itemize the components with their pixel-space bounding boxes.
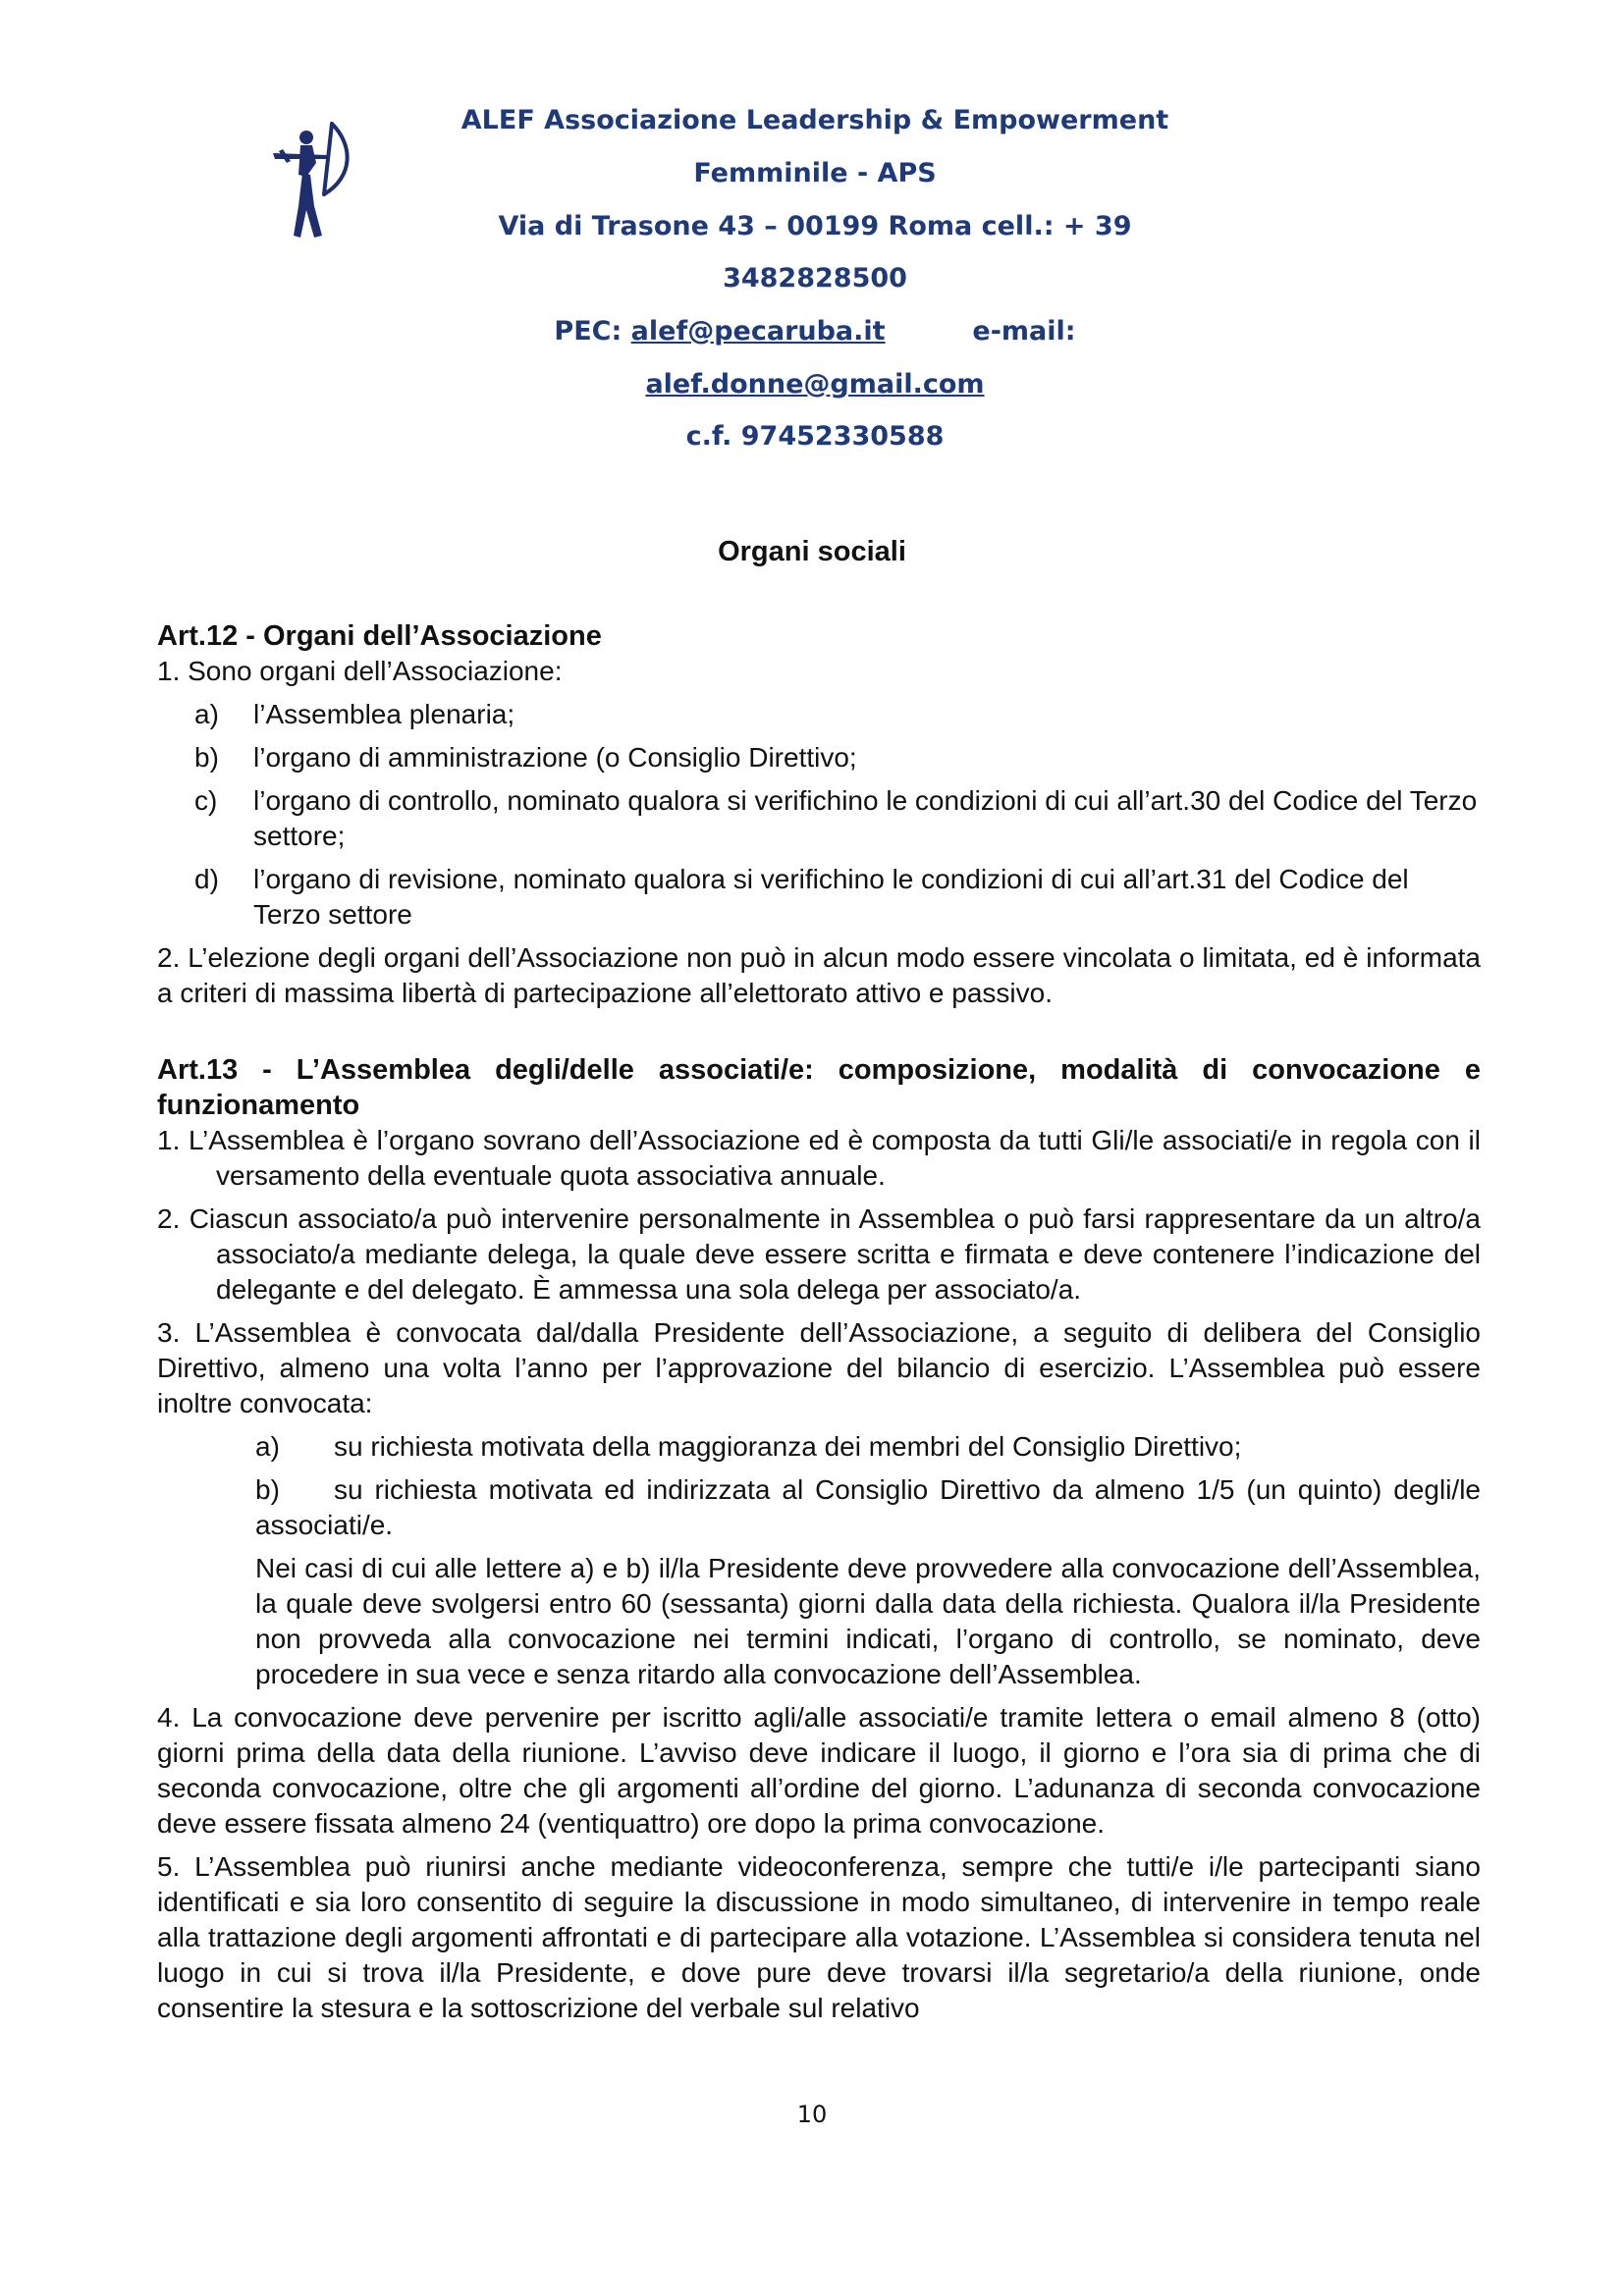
art13-list-item — [157, 1472, 1481, 1543]
list-label: b) — [194, 742, 219, 773]
page-number: 10 — [796, 2101, 828, 2128]
letterhead-phone: 3482828500 — [723, 263, 907, 294]
letterhead-email — [324, 368, 1306, 401]
art12-paragraph-1: 1. Sono organi dell’Associazione: — [157, 656, 563, 686]
list-text: su richiesta motivata ed indirizzata al Consiglio Direttivo da almeno 1/5 (un quinto) degli/le associati/e. — [255, 1474, 1481, 1540]
section-title: Organi sociali — [718, 536, 906, 567]
art12-list-item — [157, 697, 1481, 732]
art12-heading: Art.12 - Organi dell’Associazione — [157, 620, 602, 652]
list-text: l’Assemblea plenaria; — [253, 699, 515, 729]
letterhead-contacts — [324, 315, 1306, 348]
art12-list-item — [157, 783, 1481, 854]
letterhead-name: ALEF Associazione Leadership & Empowerment — [460, 105, 1169, 135]
art13-paragraph-4: 4. La convocazione deve pervenire per iscritto agli/alle associati/e tramite lettera o email almeno 8 (otto) giorni prima della data della riunione. L’avviso deve indicare il luogo, il giorno e l’ora sia di prima che di seconda convocazione, oltre che gli argomenti all’ordine del giorno. L’adunanza di seconda convocazione deve essere fissata almeno 24 (ventiquattro) ore dopo la prima convocazione. — [157, 1702, 1481, 1839]
list-label: d) — [194, 864, 219, 894]
art13-paragraph-1: 1. L’Assemblea è l’organo sovrano dell’Associazione ed è composta da tutti Gli/le associati/e in regola con il versamento della eventuale quota associativa annuale. — [157, 1125, 1481, 1191]
list-text: l’organo di controllo, nominato qualora si verifichino le condizioni di cui all’art.30 del Codice del Terzo settore; — [253, 785, 1478, 851]
art12-list-item — [157, 862, 1481, 933]
art13-paragraph-3: 3. L’Assemblea è convocata dal/dalla Presidente dell’Associazione, a seguito di delibera del Consiglio Direttivo, almeno una volta l’anno per l’approvazione del bilancio di esercizio. L’Assemblea può essere inoltre convocata: — [157, 1317, 1481, 1418]
list-label: b) — [255, 1474, 280, 1505]
list-label: c) — [194, 785, 218, 816]
list-label: a) — [255, 1431, 280, 1462]
art13-paragraph-2: 2. Ciascun associato/a può intervenire personalmente in Assemblea o può farsi rappresentare da un altro/a associato/a mediante delega, la quale deve essere scritta e firmata e deve contenere l’indicazione del delegante e del delegato. È ammessa una sola delega per associato/a. — [157, 1203, 1481, 1305]
letterhead-name-2: Femminile - APS — [693, 158, 937, 188]
list-text: l’organo di amministrazione (o Consiglio Direttivo; — [253, 742, 857, 773]
email-label: e-mail: — [972, 316, 1076, 347]
pec-label: PEC: — [554, 316, 623, 347]
list-text: l’organo di revisione, nominato qualora si verifichino le condizioni di cui all’art.31 del Codice del Terzo settore — [253, 864, 1409, 930]
art13-heading: Art.13 - L’Assemblea degli/delle associati/e: composizione, modalità di convocazione e funzionamento — [157, 1054, 1481, 1121]
letterhead-tax-code: c.f. 97452330588 — [685, 421, 945, 452]
art12-list-item — [157, 740, 1481, 775]
email-link[interactable]: alef.donne@gmail.com — [645, 369, 985, 400]
pec-link[interactable]: alef@pecaruba.it — [630, 316, 886, 347]
art12-paragraph-2: 2. L’elezione degli organi dell’Associazione non può in alcun modo essere vincolata o limitata, ed è informata a criteri di massima libertà di partecipazione all’elettorato attivo e passivo. — [157, 942, 1481, 1008]
list-label: a) — [194, 699, 219, 729]
list-text: su richiesta motivata della maggioranza dei membri del Consiglio Direttivo; — [334, 1431, 1242, 1462]
letterhead-address: Via di Trasone 43 – 00199 Roma cell.: + 39 — [498, 211, 1132, 241]
art13-note: Nei casi di cui alle lettere a) e b) il/la Presidente deve provvedere alla convocazione dell’Assemblea, la quale deve svolgersi entro 60 (sessanta) giorni dalla data della richiesta. Qualora il/la Presidente non provveda alla convocazione nei termini indicati, l’organo di controllo, se nominato, deve procedere in sua vece e senza ritardo alla convocazione dell’Assemblea. — [255, 1553, 1481, 1689]
document-body — [157, 618, 1481, 2026]
art13-list-item — [157, 1429, 1481, 1465]
art13-paragraph-5: 5. L’Assemblea può riunirsi anche mediante videoconferenza, sempre che tutti/e i/le partecipanti siano identificati e sia loro consentito di seguire la discussione in modo simultaneo, di intervenire in tempo reale alla trattazione degli argomenti affrontati e di partecipare alla votazione. L’Assemblea si considera tenuta nel luogo in cui si trova il/la Presidente, e dove pure deve trovarsi il/la segretario/a della riunione, onde consentire la stesura e la sottoscrizione del verbale sul relativo — [157, 1851, 1481, 2023]
